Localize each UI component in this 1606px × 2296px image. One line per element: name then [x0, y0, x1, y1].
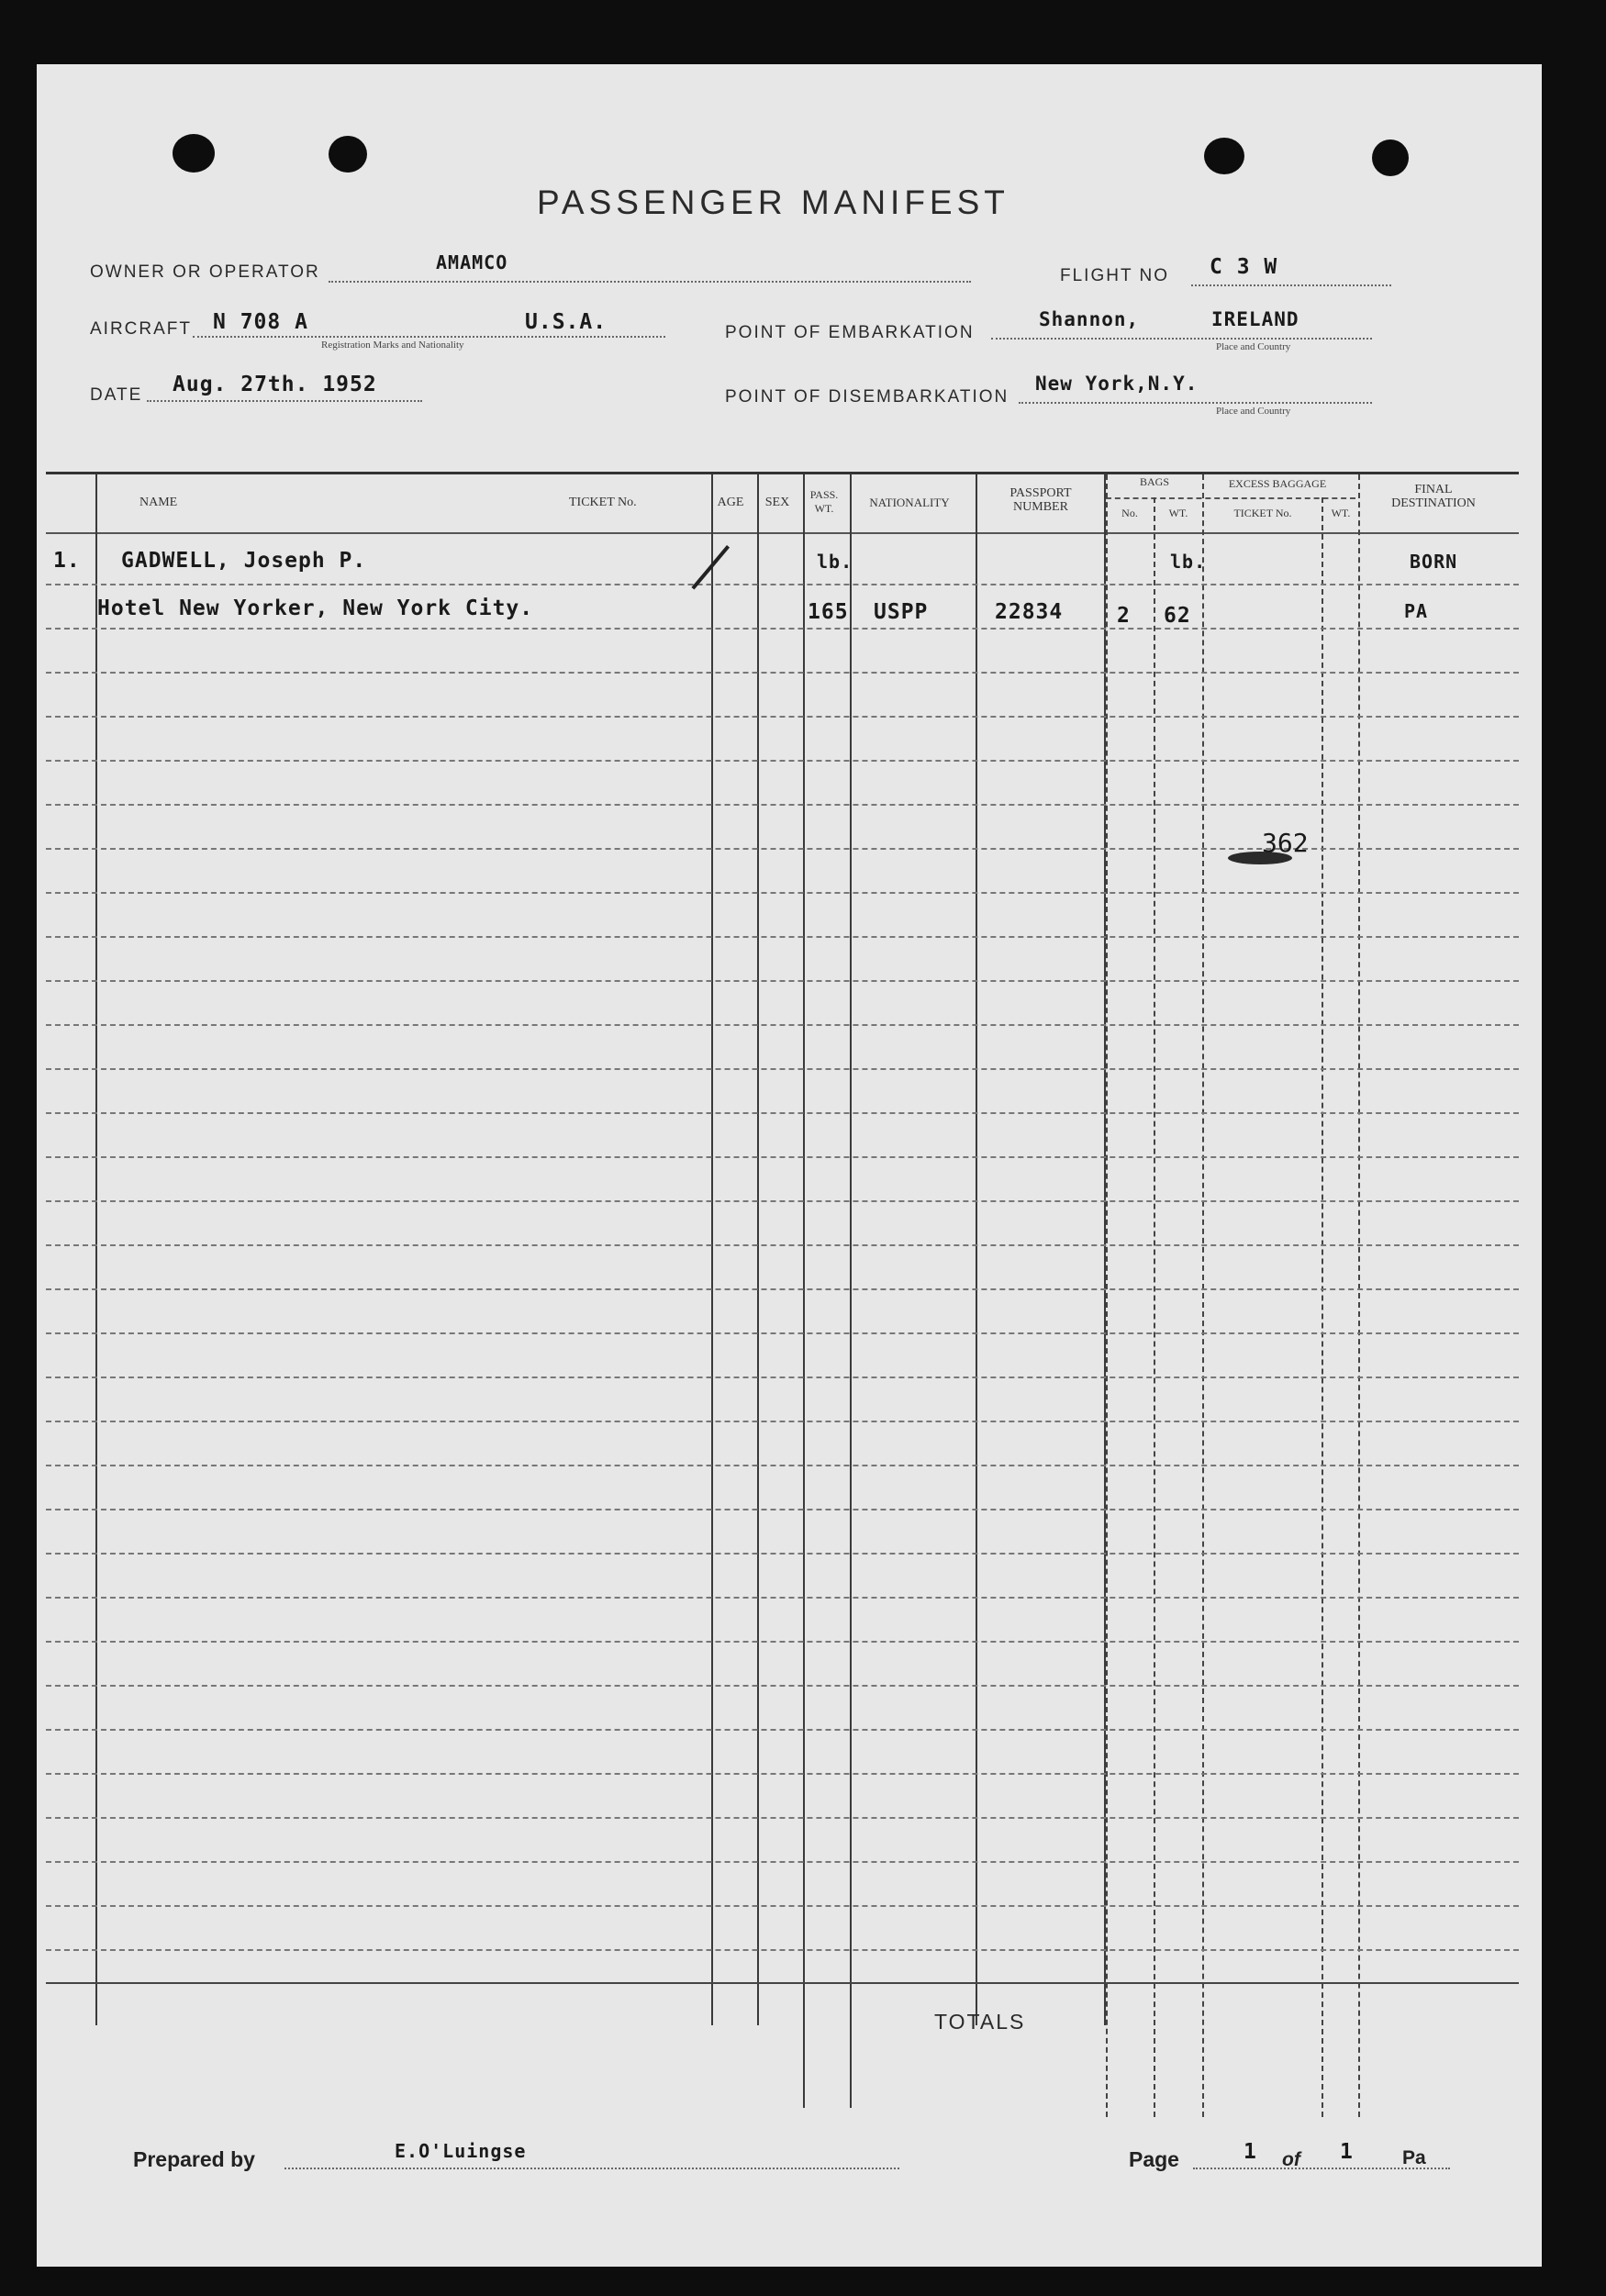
- pages-label: Pa: [1402, 2147, 1426, 2168]
- table-row-rule: [46, 980, 1519, 982]
- col-excess-wt: WT.: [1331, 507, 1351, 519]
- bags-count: 2: [1117, 604, 1131, 628]
- disembark-label: POINT OF DISEMBARKATION: [725, 387, 1009, 407]
- table-row-rule: [46, 760, 1519, 762]
- table-row-rule: [46, 1685, 1519, 1687]
- totals-label: TOTALS: [934, 2010, 1026, 2034]
- passenger-address: Hotel New Yorker, New York City.: [97, 596, 534, 620]
- aircraft-caption: Registration Marks and Nationality: [321, 340, 464, 351]
- table-bottom-rule: [46, 1982, 1519, 1984]
- aircraft-reg: N 708 A: [213, 310, 308, 334]
- owner-value: AMAMCO: [436, 251, 508, 273]
- col-rule: [1358, 474, 1360, 2117]
- punch-hole: [1204, 138, 1244, 174]
- table-row-rule: [46, 1509, 1519, 1510]
- date-line: [147, 400, 422, 402]
- col-rule: [1154, 497, 1155, 2117]
- col-rule: [1106, 474, 1108, 2117]
- col-bags-no: No.: [1121, 507, 1138, 519]
- table-row-rule: [46, 584, 1519, 585]
- col-rule: [711, 474, 713, 2025]
- table-row-rule: [46, 1773, 1519, 1775]
- punch-hole: [329, 136, 367, 173]
- col-destination: FINAL DESTINATION: [1391, 483, 1476, 510]
- table-row-rule: [46, 1729, 1519, 1731]
- table-row-rule: [46, 1905, 1519, 1907]
- date-value: Aug. 27th. 1952: [173, 373, 377, 396]
- flight-label: FLIGHT NO: [1060, 266, 1169, 285]
- aircraft-line: [193, 336, 665, 338]
- col-passport: PASSPORT NUMBER: [1009, 486, 1072, 514]
- passenger-weight: 165: [808, 600, 849, 624]
- page-label: Page: [1129, 2147, 1179, 2171]
- table-row-rule: [46, 1068, 1519, 1070]
- embark-caption: Place and Country: [1216, 341, 1291, 352]
- table-row-rule: [46, 936, 1519, 938]
- owner-label: OWNER OR OPERATOR: [90, 262, 320, 282]
- table-row-rule: [46, 672, 1519, 674]
- disembark-caption: Place and Country: [1216, 406, 1291, 417]
- page-total: 1: [1340, 2140, 1354, 2164]
- table-row-rule: [46, 1861, 1519, 1863]
- col-rule: [1322, 497, 1323, 2117]
- embark-country: IRELAND: [1211, 308, 1299, 330]
- prepared-line: [284, 2168, 899, 2169]
- table-row-rule: [46, 628, 1519, 630]
- prepared-label: Prepared by: [133, 2147, 255, 2171]
- bags-subrule: [1106, 497, 1355, 499]
- date-label: DATE: [90, 385, 143, 405]
- col-rule: [803, 474, 805, 2108]
- table-row-rule: [46, 1156, 1519, 1158]
- header-rule: [46, 532, 1519, 534]
- table-row-rule: [46, 1817, 1519, 1819]
- of-label: of: [1282, 2149, 1300, 2170]
- prepared-value: E.O'Luingse: [395, 2140, 527, 2162]
- aircraft-label: AIRCRAFT: [90, 319, 192, 339]
- embark-label: POINT OF EMBARKATION: [725, 323, 975, 342]
- col-nationality: NATIONALITY: [869, 496, 950, 509]
- col-pass-wt: PASS. WT.: [809, 488, 839, 515]
- col-rule: [1202, 474, 1204, 2117]
- destination-line-1: BORN: [1410, 551, 1458, 573]
- table-row-rule: [46, 1641, 1519, 1643]
- col-rule: [757, 474, 759, 2025]
- table-row-rule: [46, 892, 1519, 894]
- destination-line-2: PA: [1404, 600, 1429, 622]
- table-row-rule: [46, 804, 1519, 806]
- passport-number: 22834: [995, 600, 1064, 624]
- table-row-rule: [46, 1465, 1519, 1466]
- table-row-rule: [46, 1421, 1519, 1422]
- bag-unit: lb.: [1170, 551, 1207, 573]
- embark-line: [991, 338, 1372, 340]
- col-age: AGE: [717, 496, 744, 509]
- punch-hole: [173, 134, 215, 173]
- col-bags-wt: WT.: [1168, 507, 1188, 519]
- col-sex: SEX: [764, 496, 790, 509]
- flight-line: [1191, 284, 1391, 286]
- aircraft-nationality: U.S.A.: [525, 310, 608, 334]
- col-excess-ticket: TICKET No.: [1233, 507, 1292, 519]
- table-row-rule: [46, 1553, 1519, 1555]
- col-bags: BAGS: [1139, 475, 1169, 488]
- flight-value: C 3 W: [1210, 255, 1278, 279]
- table-row-rule: [46, 716, 1519, 718]
- punch-hole: [1372, 139, 1409, 176]
- col-excess: EXCESS BAGGAGE: [1228, 477, 1327, 490]
- passenger-name: GADWELL, Joseph P.: [121, 549, 367, 573]
- table-row-rule: [46, 1597, 1519, 1599]
- table-row-rule: [46, 1244, 1519, 1246]
- table-top-rule: [46, 472, 1519, 474]
- wt-unit: lb.: [817, 551, 853, 573]
- table-row-rule: [46, 1112, 1519, 1114]
- col-rule: [95, 474, 97, 2025]
- page-number: 1: [1244, 2140, 1257, 2164]
- col-name: NAME: [139, 496, 178, 509]
- table-row-rule: [46, 1949, 1519, 1951]
- manifest-sheet: [37, 64, 1542, 2267]
- annotation-362: 362: [1262, 828, 1309, 858]
- disembark-line: [1019, 402, 1372, 404]
- embark-value: Shannon,: [1039, 308, 1140, 330]
- col-rule: [850, 474, 852, 2108]
- passenger-nationality: USPP: [874, 600, 929, 624]
- table-row-rule: [46, 1376, 1519, 1378]
- entry-number: 1.: [53, 549, 81, 573]
- table-row-rule: [46, 1288, 1519, 1290]
- bags-weight: 62: [1164, 604, 1191, 628]
- table-row-rule: [46, 1332, 1519, 1334]
- disembark-value: New York,N.Y.: [1035, 373, 1199, 395]
- owner-line: [329, 281, 971, 283]
- table-row-rule: [46, 1200, 1519, 1202]
- col-ticket: TICKET No.: [569, 496, 637, 509]
- col-rule: [976, 474, 977, 2025]
- table-row-rule: [46, 1024, 1519, 1026]
- document-title: PASSENGER MANIFEST: [537, 184, 1009, 221]
